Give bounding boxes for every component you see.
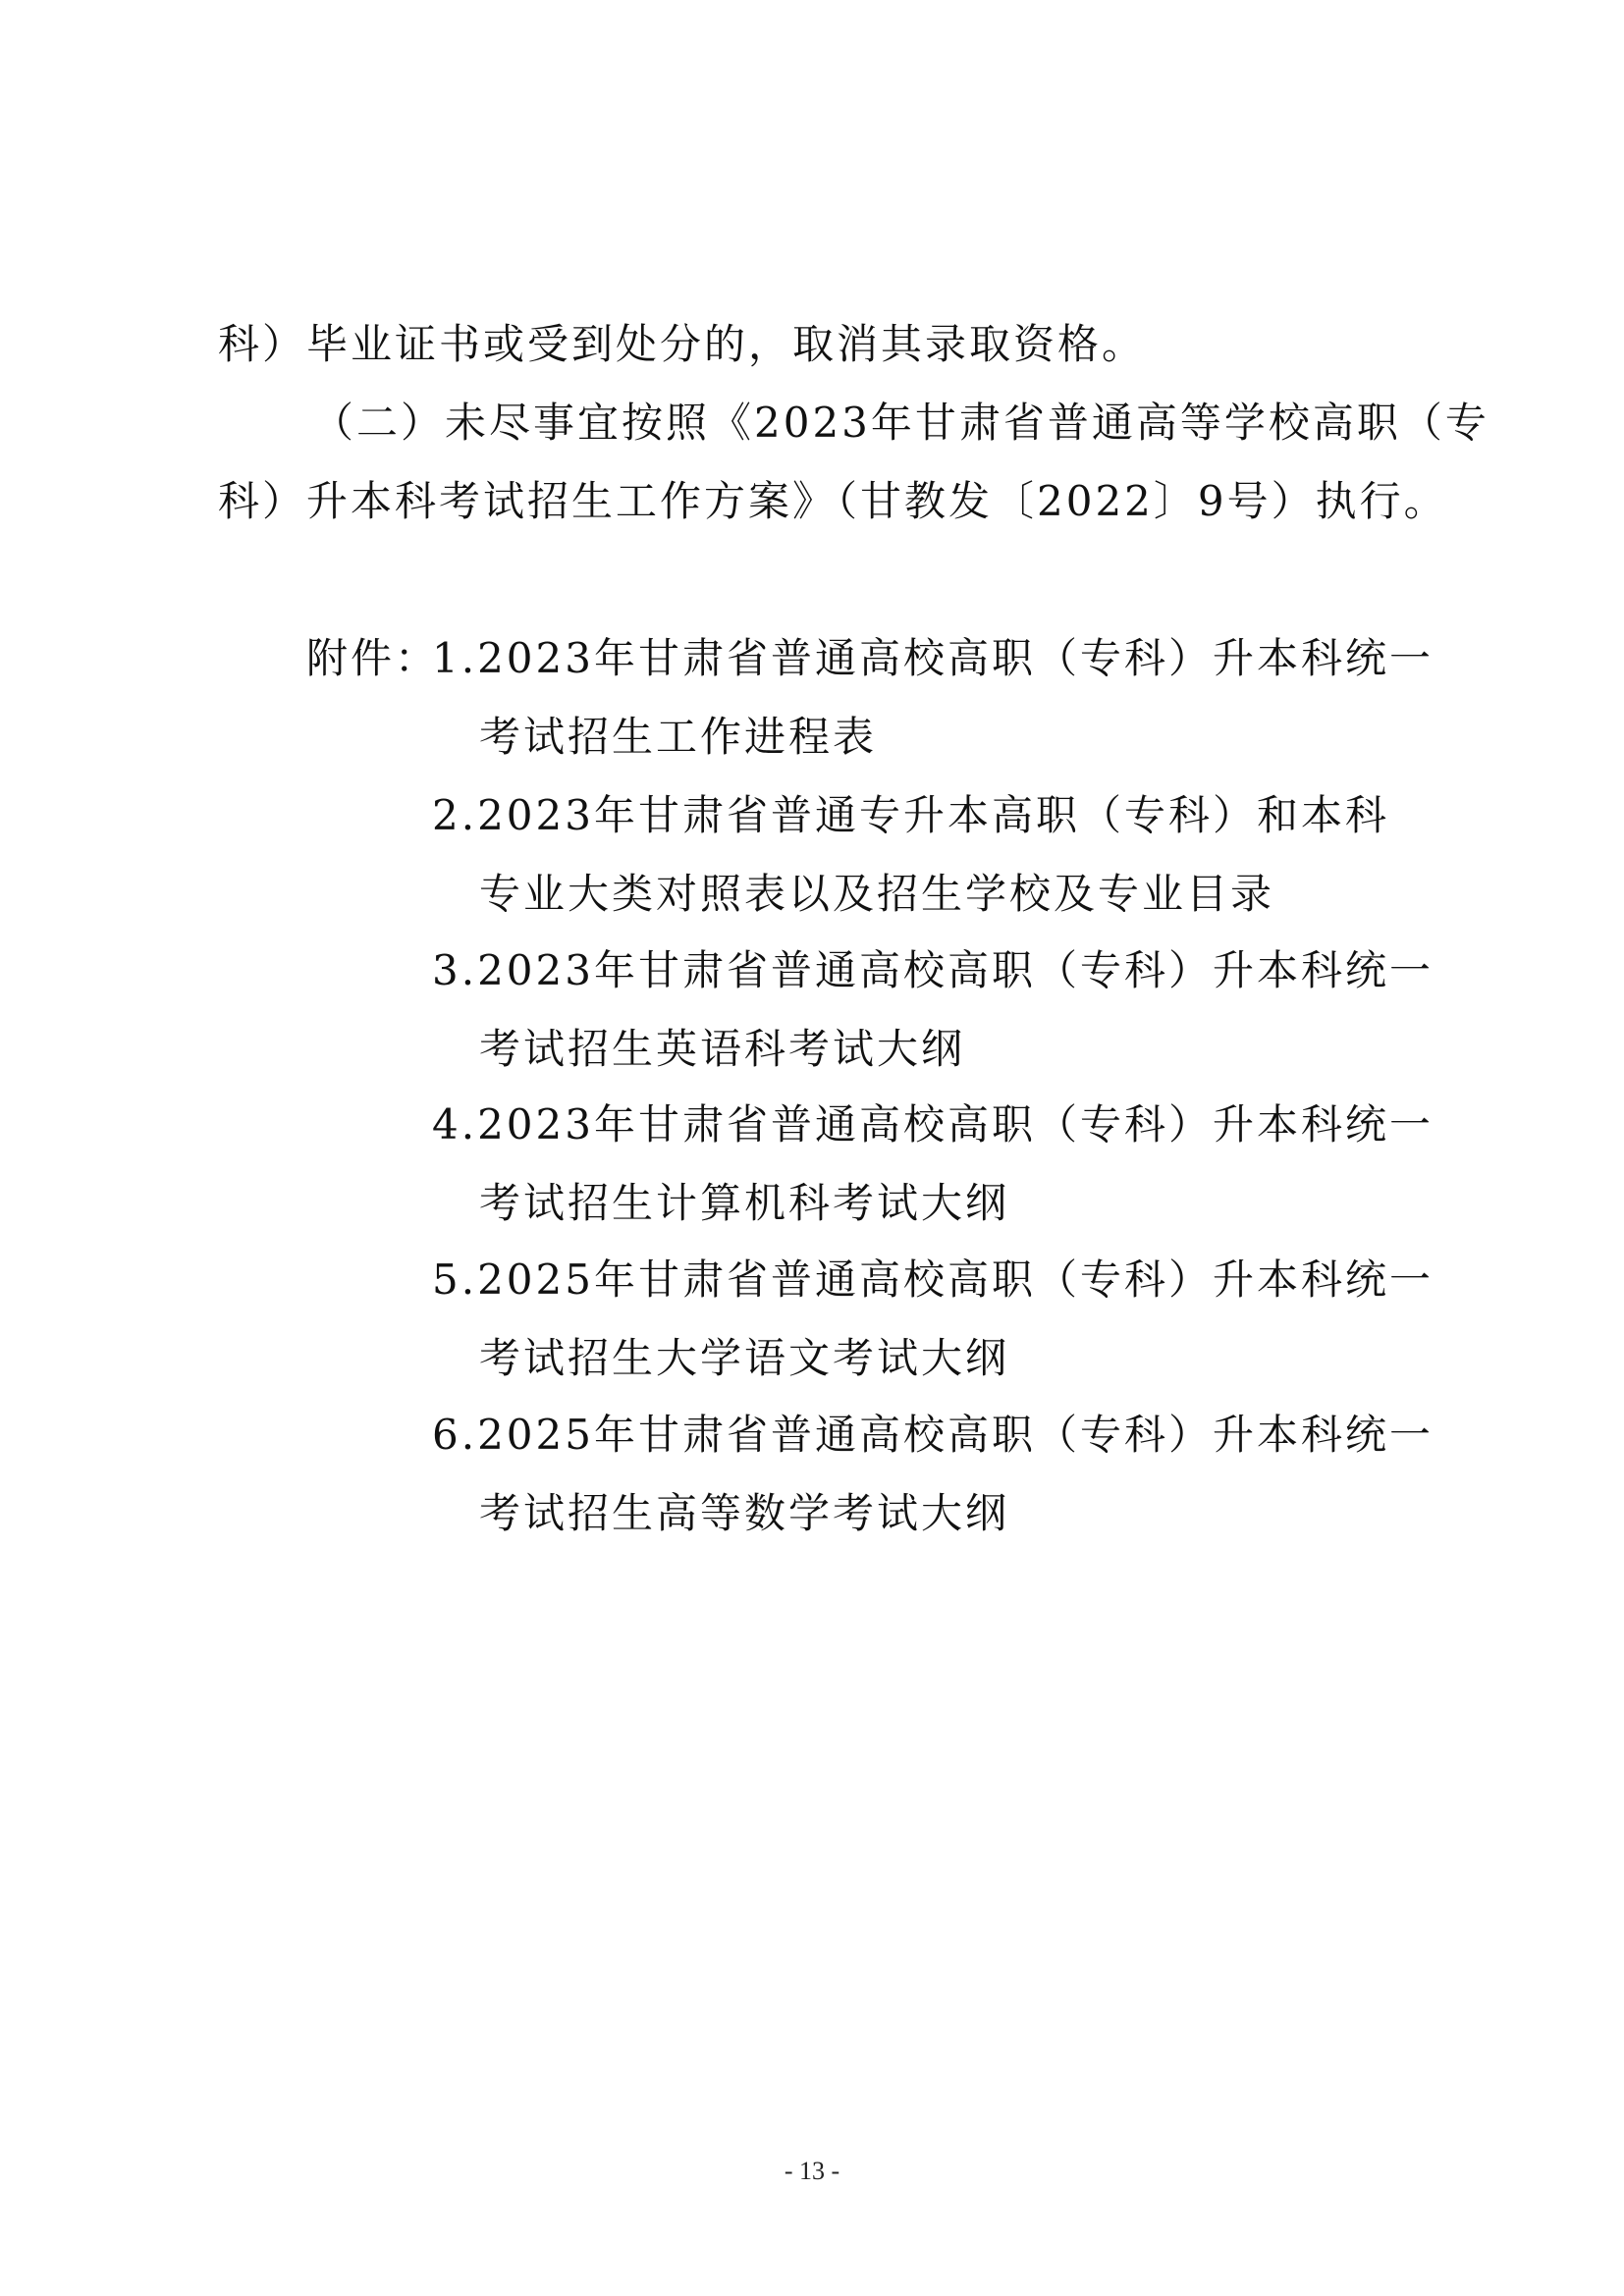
attachment-item-5-line-2: 考试招生大学语文考试大纲 bbox=[479, 1334, 1010, 1382]
attachment-item-3-line-2: 考试招生英语科考试大纲 bbox=[479, 1025, 966, 1073]
paragraph-1-line-1: 科）毕业证书或受到处分的，取消其录取资格。 bbox=[218, 320, 1147, 368]
attachment-item-1-line-1: 1.2023年甘肃省普通高校高职（专科）升本科统一 bbox=[432, 634, 1434, 682]
attachment-item-6-line-2: 考试招生高等数学考试大纲 bbox=[479, 1489, 1010, 1537]
attachments-label: 附件： bbox=[306, 634, 440, 682]
attachment-item-3-line-1: 3.2023年甘肃省普通高校高职（专科）升本科统一 bbox=[432, 946, 1434, 994]
paragraph-2-line-1: （二）未尽事宜按照《2023年甘肃省普通高等学校高职（专 bbox=[312, 399, 1489, 447]
attachment-item-1-line-2: 考试招生工作进程表 bbox=[479, 713, 878, 761]
attachment-item-2-line-1: 2.2023年甘肃省普通专升本高职（专科）和本科 bbox=[432, 791, 1389, 839]
paragraph-2-line-2: 科）升本科考试招生工作方案》（甘教发〔2022〕9号）执行。 bbox=[218, 477, 1448, 525]
attachment-item-5-line-1: 5.2025年甘肃省普通高校高职（专科）升本科统一 bbox=[432, 1255, 1434, 1304]
attachment-item-2-line-2: 专业大类对照表以及招生学校及专业目录 bbox=[479, 870, 1275, 918]
attachment-item-6-line-1: 6.2025年甘肃省普通高校高职（专科）升本科统一 bbox=[432, 1411, 1434, 1459]
attachment-item-4-line-1: 4.2023年甘肃省普通高校高职（专科）升本科统一 bbox=[432, 1100, 1434, 1148]
page-number: - 13 - bbox=[784, 2157, 840, 2185]
attachment-item-4-line-2: 考试招生计算机科考试大纲 bbox=[479, 1179, 1010, 1227]
